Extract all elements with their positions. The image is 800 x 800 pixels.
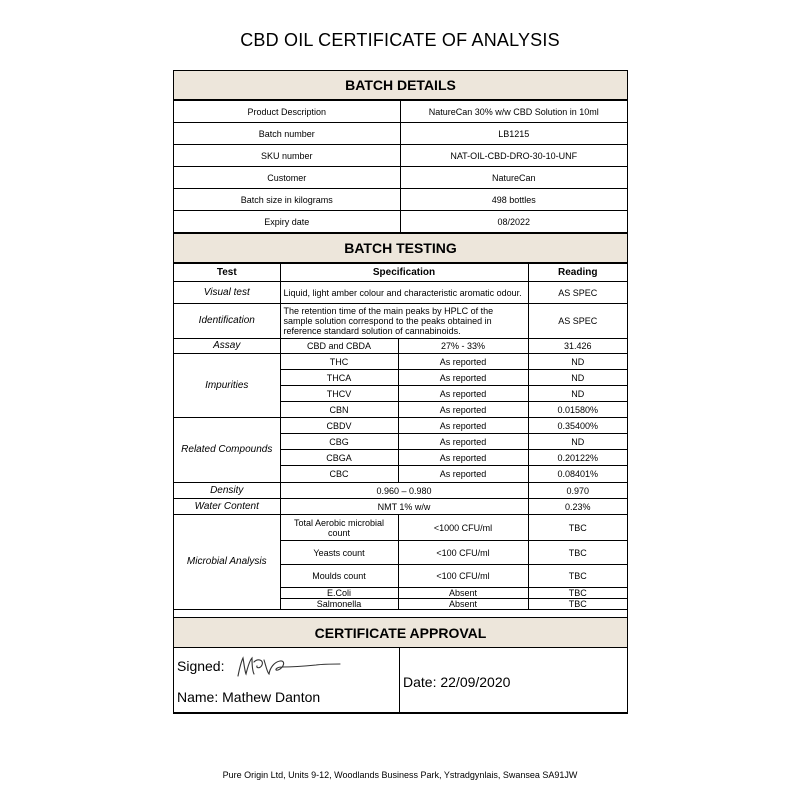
name-label: Name: Mathew Danton [177, 689, 321, 705]
test-name: Water Content [174, 499, 280, 515]
test-compound: THC [280, 354, 398, 370]
test-spec: 0.960 – 0.980 [280, 483, 528, 499]
detail-value: NAT-OIL-CBD-DRO-30-10-UNF [400, 145, 627, 167]
signed-label: Signed: [177, 658, 225, 674]
test-name: Related Compounds [174, 418, 280, 483]
test-spec: <1000 CFU/ml [398, 515, 528, 541]
detail-value: 08/2022 [400, 211, 627, 233]
detail-value: LB1215 [400, 123, 627, 145]
table-row [174, 304, 627, 339]
detail-label: Batch size in kilograms [174, 189, 400, 211]
table-row [174, 123, 627, 145]
table-row [174, 515, 627, 541]
test-reading: ND [528, 434, 627, 450]
test-name: Impurities [174, 354, 280, 418]
table-row [174, 189, 627, 211]
table-row [174, 282, 627, 304]
certificate-approval-heading: CERTIFICATE APPROVAL [174, 617, 627, 648]
test-spec: As reported [398, 434, 528, 450]
detail-label: Customer [174, 167, 400, 189]
test-reading: 0.20122% [528, 450, 627, 466]
test-compound: CBC [280, 466, 398, 483]
detail-value: NatureCan [400, 167, 627, 189]
table-row [174, 354, 627, 370]
test-spec: As reported [398, 402, 528, 418]
detail-value: NatureCan 30% w/w CBD Solution in 10ml [400, 101, 627, 123]
detail-value: 498 bottles [400, 189, 627, 211]
table-row [174, 211, 627, 233]
test-reading: ND [528, 370, 627, 386]
test-reading: 0.01580% [528, 402, 627, 418]
test-reading: AS SPEC [528, 282, 627, 304]
table-row [174, 101, 627, 123]
header-reading: Reading [528, 264, 627, 282]
test-name: Microbial Analysis [174, 515, 280, 610]
test-reading: TBC [528, 599, 627, 610]
test-reading: TBC [528, 565, 627, 588]
test-compound: Yeasts count [280, 541, 398, 565]
table-row [174, 145, 627, 167]
test-spec: <100 CFU/ml [398, 541, 528, 565]
batch-testing-heading: BATCH TESTING [174, 233, 627, 263]
test-spec: Absent [398, 599, 528, 610]
signature-image [236, 652, 346, 682]
test-spec: As reported [398, 418, 528, 434]
test-compound: E.Coli [280, 588, 398, 599]
test-spec: The retention time of the main peaks by HPLC of the sample solution correspond to the peaks obtained in reference standard solution of cannabinoids. [280, 304, 528, 339]
test-compound: CBGA [280, 450, 398, 466]
test-reading: 0.35400% [528, 418, 627, 434]
approval-section [174, 648, 627, 713]
batch-details-table [174, 100, 627, 233]
detail-label: Product Description [174, 101, 400, 123]
test-compound: Moulds count [280, 565, 398, 588]
test-spec: NMT 1% w/w [280, 499, 528, 515]
test-reading: ND [528, 354, 627, 370]
detail-label: Expiry date [174, 211, 400, 233]
test-compound: CBD and CBDA [280, 339, 398, 354]
batch-testing-table [174, 263, 627, 610]
test-spec: As reported [398, 370, 528, 386]
test-name: Visual test [174, 282, 280, 304]
footer-address: Pure Origin Ltd, Units 9-12, Woodlands Business Park, Ystradgynlais, Swansea SA91JW [222, 770, 578, 780]
table-header-row [174, 264, 627, 282]
batch-details-heading: BATCH DETAILS [174, 71, 627, 100]
test-name: Identification [174, 304, 280, 339]
test-spec: As reported [398, 466, 528, 483]
table-row [174, 418, 627, 434]
test-spec: 27% - 33% [398, 339, 528, 354]
detail-label: Batch number [174, 123, 400, 145]
test-spec: As reported [398, 354, 528, 370]
document-title: CBD OIL CERTIFICATE OF ANALYSIS [240, 30, 560, 50]
date-label: Date: 22/09/2020 [403, 674, 511, 690]
test-spec: As reported [398, 450, 528, 466]
signature-box [174, 648, 400, 713]
date-box [400, 648, 627, 713]
test-spec: Liquid, light amber colour and characteristic aromatic odour. [280, 282, 528, 304]
test-compound: CBN [280, 402, 398, 418]
test-reading: 0.23% [528, 499, 627, 515]
test-reading: 0.08401% [528, 466, 627, 483]
detail-label: SKU number [174, 145, 400, 167]
test-compound: CBDV [280, 418, 398, 434]
test-reading: 31.426 [528, 339, 627, 354]
table-row [174, 167, 627, 189]
certificate-sheet [173, 70, 628, 714]
table-row [174, 339, 627, 354]
test-spec: Absent [398, 588, 528, 599]
test-compound: Salmonella [280, 599, 398, 610]
test-name: Assay [174, 339, 280, 354]
test-reading: AS SPEC [528, 304, 627, 339]
test-name: Density [174, 483, 280, 499]
test-compound: THCV [280, 386, 398, 402]
test-compound: Total Aerobic microbial count [280, 515, 398, 541]
header-test: Test [174, 264, 280, 282]
header-specification: Specification [280, 264, 528, 282]
test-reading: ND [528, 386, 627, 402]
test-spec: As reported [398, 386, 528, 402]
test-compound: THCA [280, 370, 398, 386]
table-row [174, 499, 627, 515]
test-compound: CBG [280, 434, 398, 450]
test-spec: <100 CFU/ml [398, 565, 528, 588]
table-row [174, 483, 627, 499]
test-reading: TBC [528, 588, 627, 599]
test-reading: TBC [528, 541, 627, 565]
test-reading: 0.970 [528, 483, 627, 499]
test-reading: TBC [528, 515, 627, 541]
